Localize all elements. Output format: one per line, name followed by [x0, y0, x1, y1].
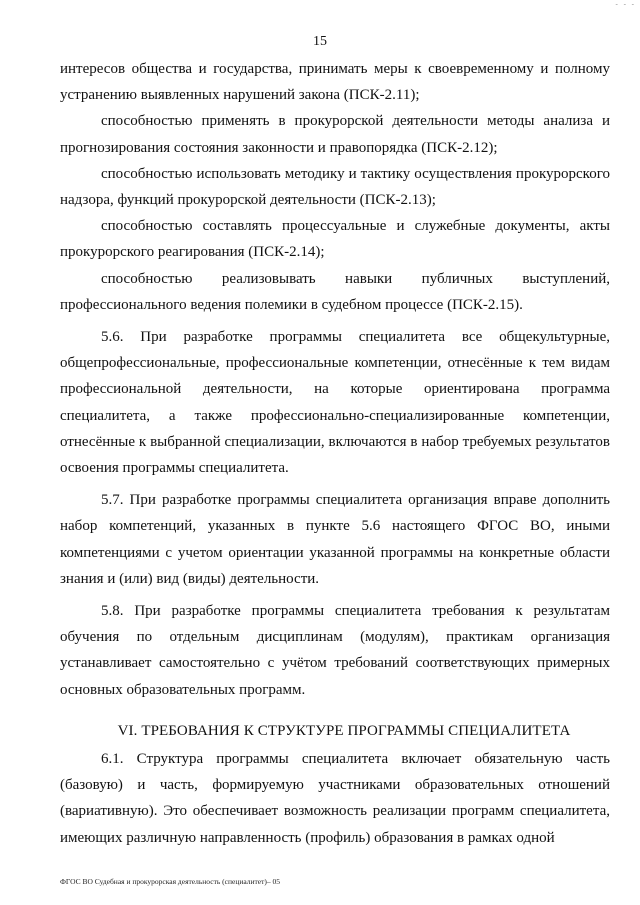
corner-mark: - - -	[615, 0, 636, 8]
paragraph-5-6: 5.6. При разработке программы специалитета все общекультурные, общепрофессиональные, профессиональные компетенции, отнесённые к тем видам профессиональной деятельности, на которые ориентирована программа специалитета, а также профессионально-специализированные компетенции, отнесённые к выбранной специализации, включаются в набор требуемых результатов освоения программы специалитета.	[60, 329, 610, 477]
paragraph-continuation: интересов общества и государства, принимать меры к своевременному и полному устранению выявленных нарушений закона (ПСК-2.11);	[60, 61, 610, 104]
footer-text: ФГОС ВО Судебная и прокурорская деятельность (специалитет)– 05	[60, 877, 280, 886]
paragraph-5-7: 5.7. При разработке программы специалитета организация вправе дополнить набор компетенций, указанных в пункте 5.6 настоящего ФГОС ВО, иными компетенциями с учетом ориентации указанной программы на конкретные области знания и (или) вид (виды) деятельности.	[60, 492, 610, 587]
paragraph-psk-2-14: способностью составлять процессуальные и служебные документы, акты прокурорского реагирования (ПСК-2.14);	[60, 218, 610, 261]
paragraph-6-1: 6.1. Структура программы специалитета включает обязательную часть (базовую) и часть, формируемую участниками образовательных отношений (вариативную). Это обеспечивает возможность реализации программ специалитета, имеющих различную направленность (профиль) образования в рамках одной	[60, 751, 610, 846]
paragraph-psk-2-13: способностью использовать методику и тактику осуществления прокурорского надзора, функций прокурорской деятельности (ПСК-2.13);	[60, 165, 610, 209]
paragraph-psk-2-15: способностью реализовывать навыки публичных выступлений, профессионального ведения полемики в судебном процессе (ПСК-2.15).	[60, 270, 610, 313]
paragraph-5-8: 5.8. При разработке программы специалитета требования к результатам обучения по отдельным дисциплинам (модулям), практикам организация устанавливает самостоятельно с учётом требований соответствующих примерных основных образовательных программ.	[60, 603, 610, 698]
section-heading: VI. ТРЕБОВАНИЯ К СТРУКТУРЕ ПРОГРАММЫ СПЕЦИАЛИТЕТА	[117, 722, 571, 739]
page-number: 15	[313, 34, 327, 49]
document-body	[60, 56, 610, 851]
paragraph-psk-2-12: способностью применять в прокурорской деятельности методы анализа и прогнозирования состояния законности и правопорядка (ПСК-2.12);	[60, 113, 610, 156]
